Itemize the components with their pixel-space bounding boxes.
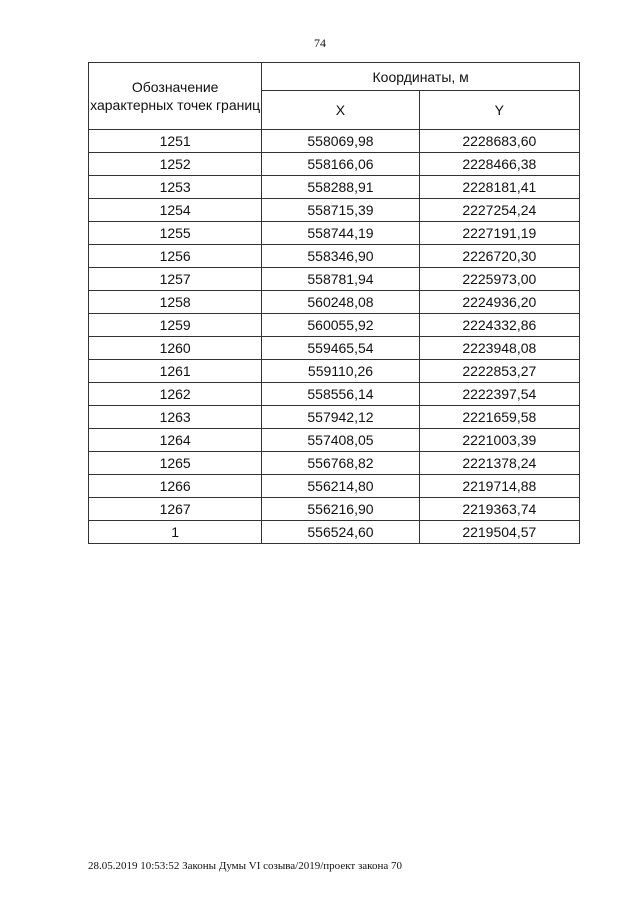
table-row (89, 337, 580, 360)
cell-y: 2219714,88 (419, 475, 579, 498)
page-number: 74 (314, 36, 326, 50)
table-row (89, 314, 580, 337)
table-row (89, 475, 580, 498)
header-designation: Обозначение характерных точек границ (89, 63, 262, 130)
cell-y: 2221003,39 (419, 429, 579, 452)
cell-x: 556768,82 (262, 452, 419, 475)
table-row (89, 452, 580, 475)
table-row (89, 222, 580, 245)
cell-x: 556214,80 (262, 475, 419, 498)
cell-y: 2228181,41 (419, 176, 579, 199)
table-row (89, 383, 580, 406)
cell-point: 1264 (89, 429, 262, 452)
cell-point: 1257 (89, 268, 262, 291)
cell-x: 558288,91 (262, 176, 419, 199)
cell-x: 559465,54 (262, 337, 419, 360)
cell-y: 2223948,08 (419, 337, 579, 360)
cell-point: 1261 (89, 360, 262, 383)
cell-y: 2225973,00 (419, 268, 579, 291)
header-coordinates: Координаты, м (262, 63, 580, 91)
table-row (89, 176, 580, 199)
cell-y: 2222397,54 (419, 383, 579, 406)
cell-x: 558781,94 (262, 268, 419, 291)
cell-x: 558166,06 (262, 153, 419, 176)
table-row (89, 406, 580, 429)
cell-x: 558556,14 (262, 383, 419, 406)
table-row (89, 360, 580, 383)
table-row (89, 429, 580, 452)
cell-point: 1253 (89, 176, 262, 199)
table-row (89, 521, 580, 544)
cell-point: 1 (89, 521, 262, 544)
cell-point: 1262 (89, 383, 262, 406)
cell-point: 1267 (89, 498, 262, 521)
cell-x: 556216,90 (262, 498, 419, 521)
cell-y: 2226720,30 (419, 245, 579, 268)
cell-x: 560055,92 (262, 314, 419, 337)
cell-point: 1259 (89, 314, 262, 337)
coordinates-table (88, 62, 580, 544)
cell-y: 2219504,57 (419, 521, 579, 544)
table-row (89, 498, 580, 521)
table-row (89, 291, 580, 314)
cell-x: 558715,39 (262, 199, 419, 222)
cell-point: 1252 (89, 153, 262, 176)
cell-point: 1256 (89, 245, 262, 268)
cell-y: 2219363,74 (419, 498, 579, 521)
cell-y: 2222853,27 (419, 360, 579, 383)
header-x: X (262, 91, 419, 130)
cell-point: 1251 (89, 130, 262, 153)
cell-x: 560248,08 (262, 291, 419, 314)
table-row (89, 245, 580, 268)
cell-x: 558069,98 (262, 130, 419, 153)
table-row (89, 199, 580, 222)
cell-point: 1265 (89, 452, 262, 475)
cell-x: 558346,90 (262, 245, 419, 268)
table-row (89, 153, 580, 176)
table-row (89, 130, 580, 153)
header-y: Y (419, 91, 579, 130)
cell-x: 556524,60 (262, 521, 419, 544)
cell-point: 1254 (89, 199, 262, 222)
cell-point: 1263 (89, 406, 262, 429)
cell-y: 2228683,60 (419, 130, 579, 153)
cell-y: 2221378,24 (419, 452, 579, 475)
table-body (89, 130, 580, 544)
cell-point: 1266 (89, 475, 262, 498)
cell-x: 559110,26 (262, 360, 419, 383)
cell-y: 2221659,58 (419, 406, 579, 429)
cell-x: 557942,12 (262, 406, 419, 429)
cell-y: 2224332,86 (419, 314, 579, 337)
document-footer: 28.05.2019 10:53:52 Законы Думы VI созыва/2019/проект закона 70 (88, 860, 402, 872)
cell-y: 2227254,24 (419, 199, 579, 222)
table-row (89, 268, 580, 291)
cell-y: 2228466,38 (419, 153, 579, 176)
cell-point: 1258 (89, 291, 262, 314)
cell-x: 557408,05 (262, 429, 419, 452)
cell-x: 558744,19 (262, 222, 419, 245)
cell-y: 2227191,19 (419, 222, 579, 245)
cell-point: 1260 (89, 337, 262, 360)
cell-y: 2224936,20 (419, 291, 579, 314)
cell-point: 1255 (89, 222, 262, 245)
